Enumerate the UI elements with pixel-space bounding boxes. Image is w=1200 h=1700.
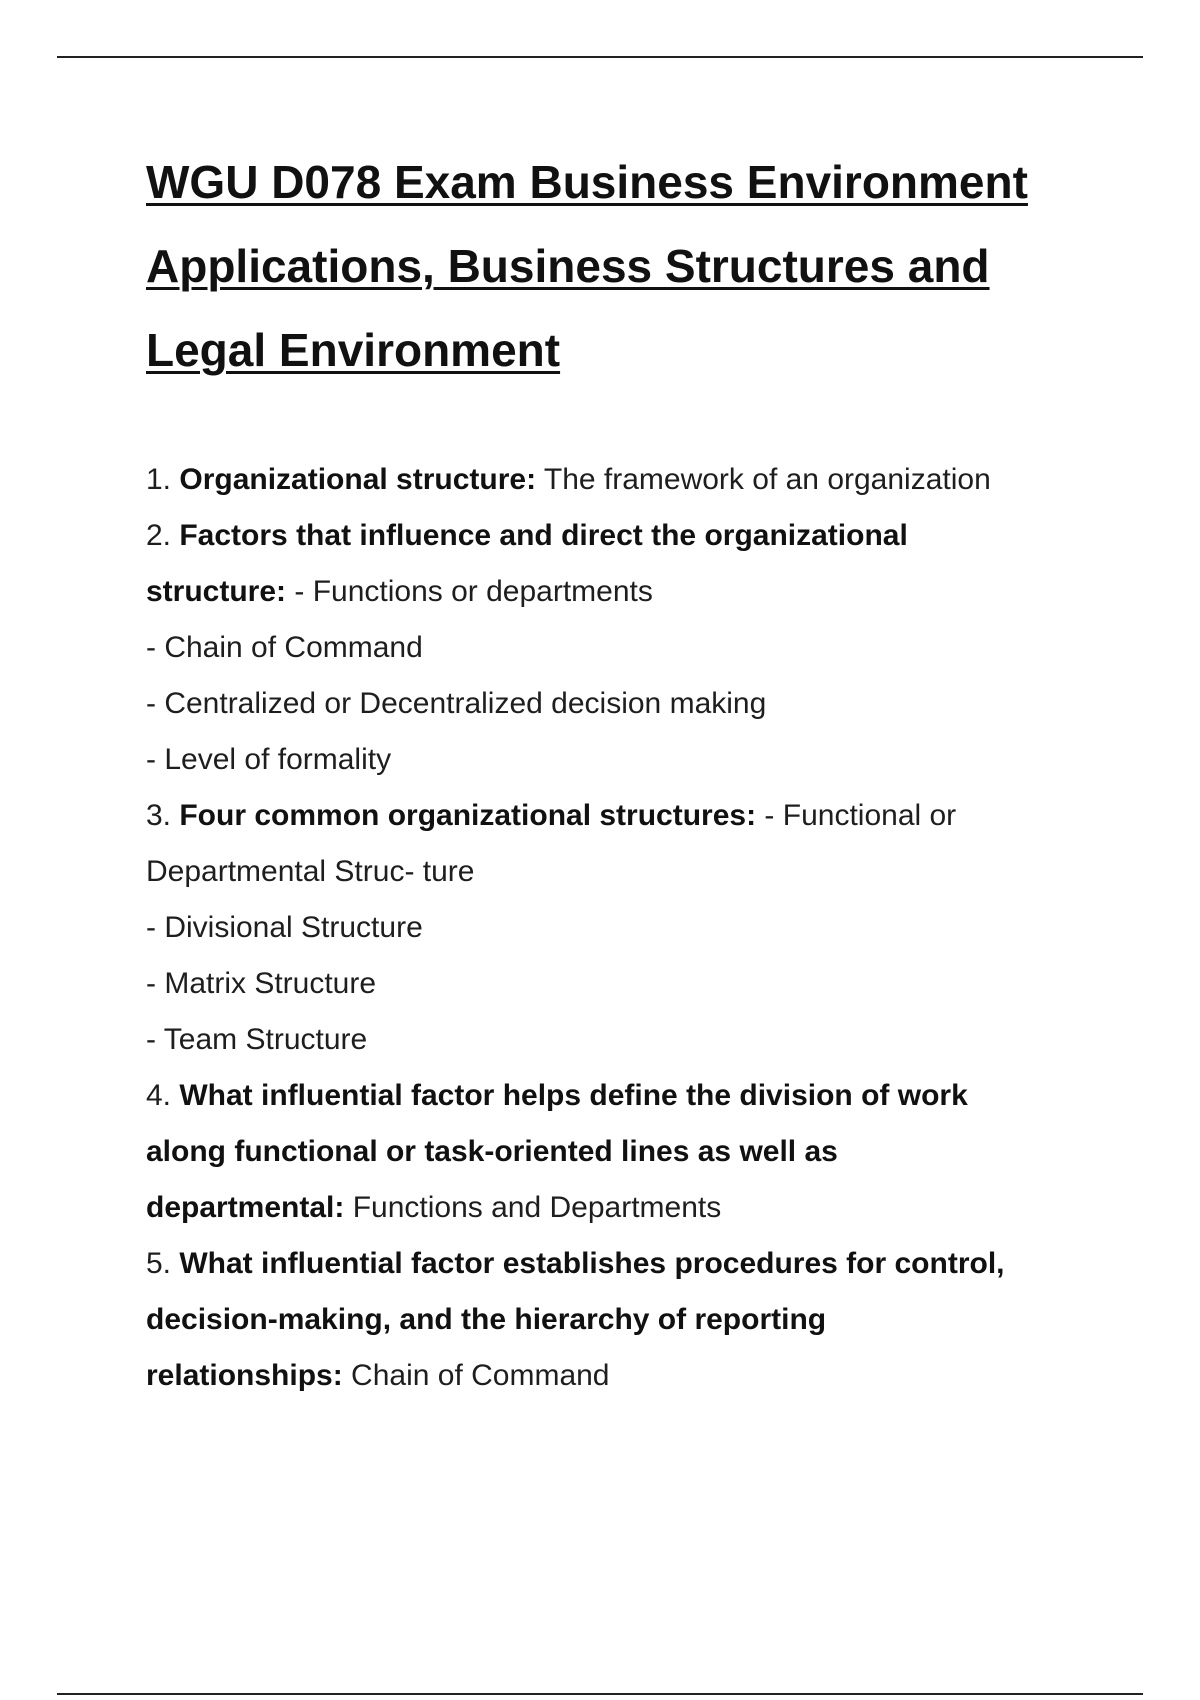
item-term-cont: structure: <box>146 575 287 608</box>
item-answer-cont: Departmental Struc- ture <box>146 855 475 888</box>
item-term: Four common organizational structures: <box>179 799 757 832</box>
item-number: 3. <box>146 799 180 832</box>
top-rule <box>57 56 1143 58</box>
item-term: What influential factor helps define the division of work <box>179 1079 968 1112</box>
item-number: 2. <box>146 519 180 552</box>
item-sub-line: - Centralized or Decentralized decision making <box>146 687 767 720</box>
item-number: 1. <box>146 463 180 496</box>
item-sub-line: - Chain of Command <box>146 631 423 664</box>
item-answer: - Functional or <box>756 799 957 832</box>
bottom-rule <box>57 1693 1143 1695</box>
list-item <box>146 1236 1086 1404</box>
list-item <box>146 508 1086 788</box>
item-term-cont: decision-making, and the hierarchy of reporting <box>146 1303 827 1336</box>
question-list <box>146 452 1086 1404</box>
title-line-3: Legal Environment <box>146 324 561 376</box>
item-sub-line: - Level of formality <box>146 743 392 776</box>
item-answer: Chain of Command <box>342 1359 610 1392</box>
item-term-cont: departmental: <box>146 1191 345 1224</box>
item-term-cont: along functional or task-oriented lines as well as <box>146 1135 838 1168</box>
document-title <box>146 140 1086 392</box>
title-line-2: Applications, Business Structures and <box>146 240 990 292</box>
list-item <box>146 788 1086 1068</box>
title-line-1: WGU D078 Exam Business Environment <box>146 156 1028 208</box>
list-item <box>146 1068 1086 1236</box>
list-item <box>146 452 1086 508</box>
item-sub-line: - Matrix Structure <box>146 967 377 1000</box>
item-answer: Functions and Departments <box>344 1191 722 1224</box>
item-number: 4. <box>146 1079 180 1112</box>
item-term: What influential factor establishes procedures for control, <box>179 1247 1005 1280</box>
item-term: Organizational structure: <box>179 463 537 496</box>
document-content <box>146 140 1086 1404</box>
item-answer: The framework of an organization <box>536 463 991 496</box>
item-number: 5. <box>146 1247 180 1280</box>
item-sub-line: - Team Structure <box>146 1023 368 1056</box>
item-answer: - Functions or departments <box>286 575 653 608</box>
item-term-cont: relationships: <box>146 1359 343 1392</box>
item-term: Factors that influence and direct the organizational <box>179 519 908 552</box>
item-sub-line: - Divisional Structure <box>146 911 423 944</box>
